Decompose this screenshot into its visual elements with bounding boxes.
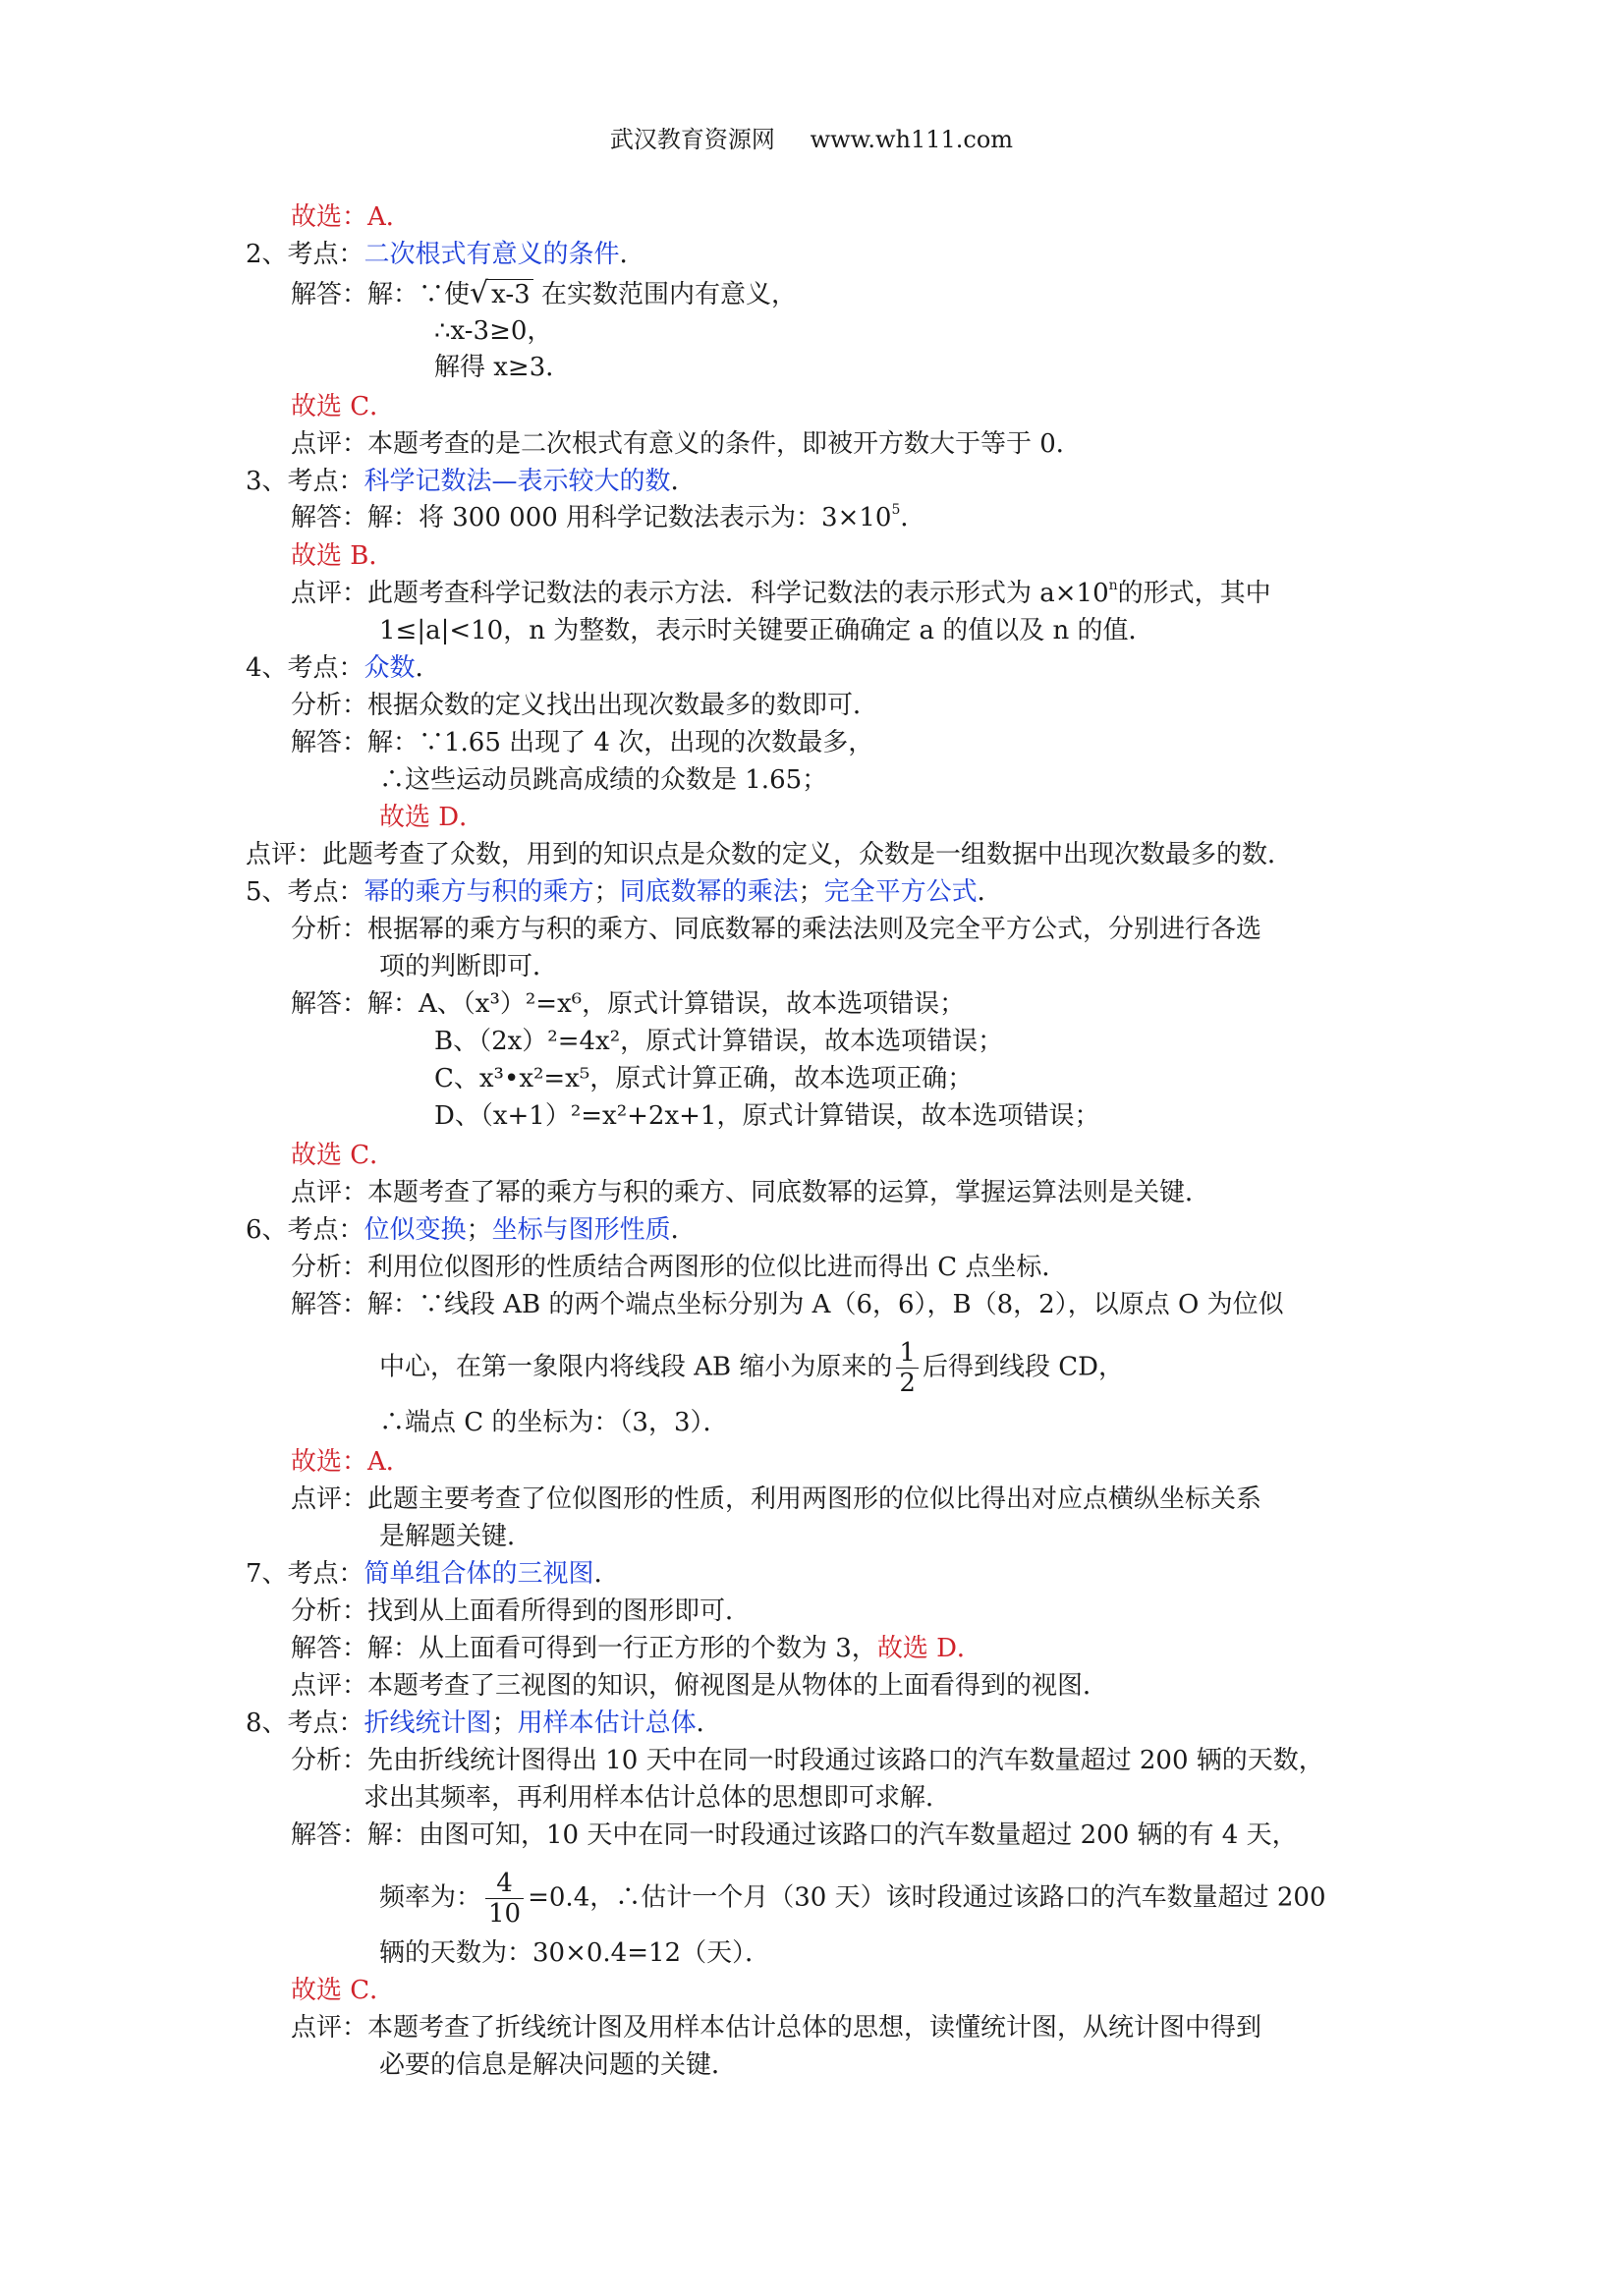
q5-answer: 故选 C．: [291, 1141, 396, 1170]
q6-label: 6、考点：: [246, 1215, 364, 1245]
q6-comment-2: 是解题关键．: [379, 1522, 533, 1551]
fraction-numerator: 4: [485, 1869, 524, 1899]
q7-topic-link[interactable]: 简单组合体的三视图: [364, 1559, 594, 1589]
q5-topic-link-3[interactable]: 完全平方公式: [823, 877, 978, 907]
q3-comment-1: [291, 578, 1271, 609]
q8-topic-link-2[interactable]: 用样本估计总体: [517, 1708, 697, 1738]
q5-analysis-1: 分析：根据幂的乘方与积的乘方、同底数幂的乘法法则及完全平方公式，分别进行各选: [291, 915, 1262, 944]
q8-solution-3: 辆的天数为：30×0.4=12（天）．: [379, 1938, 771, 1968]
q2-comment: 点评：本题考查的是二次根式有意义的条件，即被开方数大于等于 0．: [291, 429, 1082, 459]
exponent: 5: [891, 502, 901, 519]
q2-answer: 故选 C．: [291, 392, 396, 421]
fraction: [896, 1338, 919, 1398]
period: ．: [670, 1215, 697, 1245]
q8-label: 8、考点：: [246, 1708, 364, 1738]
period: ．: [619, 240, 645, 269]
q8-comment-1: 点评：本题考查了折线统计图及用样本估计总体的思想，读懂统计图，从统计图中得到: [291, 2013, 1262, 2043]
separator: ；: [593, 877, 620, 907]
q3-label: 3、考点：: [246, 467, 364, 496]
q7-topic-line: [246, 1558, 620, 1590]
separator: ；: [798, 877, 824, 907]
q2-label: 2、考点：: [246, 240, 364, 269]
q8-answer: 故选 C．: [291, 1976, 396, 2005]
page-header: [0, 120, 1623, 154]
q2-topic-line: [246, 239, 645, 270]
q8-topic-line: [246, 1708, 722, 1739]
q5-topic-link-2[interactable]: 同底数幂的乘法: [619, 877, 799, 907]
q3-comment-text-a: 点评：此题考查科学记数法的表示方法．科学记数法的表示形式为 a×10: [291, 579, 1109, 608]
q6-topic-link-1[interactable]: 位似变换: [364, 1215, 467, 1245]
q5-solution-b: B、（2x）²=4x²，原式计算错误，故本选项错误；: [434, 1027, 1004, 1056]
q3-answer: 故选 B．: [291, 541, 395, 571]
q5-solution-c: C、x³•x²=x⁵，原式计算正确，故本选项正确；: [434, 1064, 974, 1093]
site-name: 武汉教育资源网: [609, 126, 775, 153]
period: ．: [670, 467, 697, 496]
q3-sol-text: 解答：解：将 300 000 用科学记数法表示为：3×10: [291, 503, 892, 532]
separator: ；: [491, 1708, 518, 1738]
q6-analysis: 分析：利用位似图形的性质结合两图形的位似比进而得出 C 点坐标．: [291, 1253, 1068, 1282]
q6-topic-link-2[interactable]: 坐标与图形性质: [491, 1215, 671, 1245]
period: ．: [696, 1708, 722, 1738]
q6-solution-3: ∴端点 C 的坐标为：（3，3）．: [379, 1408, 729, 1437]
exponent: n: [1108, 578, 1118, 594]
q5-comment: 点评：本题考查了幂的乘方与积的乘方、同底数幂的运算，掌握运算法则是关键．: [291, 1178, 1211, 1207]
sqrt-expression: [470, 278, 533, 310]
q5-label: 5、考点：: [246, 877, 364, 907]
fraction: [485, 1869, 524, 1929]
period: ．: [415, 653, 441, 683]
q5-analysis-2: 项的判断即可．: [379, 952, 559, 981]
q8-analysis-1: 分析：先由折线统计图得出 10 天中在同一时段通过该路口的汽车数量超过 200 辆的天数，: [291, 1746, 1324, 1775]
q8-comment-2: 必要的信息是解决问题的关键．: [379, 2050, 738, 2080]
q6-solution-1: 解答：解：∵线段 AB 的两个端点坐标分别为 A（6，6），B（8，2），以原点 O 为位似: [291, 1290, 1284, 1319]
q4-analysis: 分析：根据众数的定义找出出现次数最多的数即可．: [291, 691, 879, 720]
q7-answer: 故选 D．: [876, 1634, 982, 1663]
q3-topic-line: [246, 466, 697, 497]
period: ．: [593, 1559, 620, 1589]
q2-solution-3: 解得 x≥3．: [434, 353, 572, 382]
q7-analysis: 分析：找到从上面看所得到的图形即可．: [291, 1596, 752, 1626]
q3-comment-2: 1≤|a|<10，n 为整数，表示时关键要正确确定 a 的值以及 n 的值．: [379, 616, 1154, 645]
q5-topic-line: [246, 876, 1003, 908]
q7-sol-text: 解答：解：从上面看可得到一行正方形的个数为 3，: [291, 1634, 877, 1663]
sqrt-icon: √: [470, 276, 489, 310]
q5-solution-d: D、（x+1）²=x²+2x+1，原式计算错误，故本选项错误；: [434, 1101, 1100, 1131]
q6-solution-2: [379, 1338, 1124, 1398]
q5-topic-link-1[interactable]: 幂的乘方与积的乘方: [364, 877, 594, 907]
q3-topic-link[interactable]: 科学记数法—表示较大的数: [364, 467, 671, 496]
q4-topic-link[interactable]: 众数: [364, 653, 416, 683]
q7-label: 7、考点：: [246, 1559, 364, 1589]
radicand: x-3: [488, 279, 533, 309]
fraction-denominator: 10: [488, 1899, 522, 1929]
q4-label: 4、考点：: [246, 653, 364, 683]
q4-topic-line: [246, 652, 441, 684]
q4-solution-1: 解答：解：∵1.65 出现了 4 次，出现的次数最多，: [291, 728, 874, 757]
period: ．: [900, 503, 926, 532]
fraction-denominator: 2: [899, 1369, 916, 1398]
q6-sol-text-a: 中心，在第一象限内将线段 AB 缩小为原来的: [379, 1352, 893, 1382]
q1-answer: 故选：A．: [291, 202, 412, 232]
q3-solution: [291, 502, 925, 533]
q8-topic-link-1[interactable]: 折线统计图: [364, 1708, 492, 1738]
q4-comment: 点评：此题考查了众数，用到的知识点是众数的定义，众数是一组数据中出现次数最多的数．: [246, 840, 1294, 869]
q7-comment: 点评：本题考查了三视图的知识，俯视图是从物体的上面看得到的视图．: [291, 1671, 1109, 1701]
q4-solution-2: ∴这些运动员跳高成绩的众数是 1.65；: [379, 765, 828, 795]
q8-sol-text-a: 频率为：: [379, 1882, 482, 1913]
q6-comment-1: 点评：此题主要考查了位似图形的性质，利用两图形的位似比得出对应点横纵坐标关系: [291, 1484, 1262, 1514]
q2-solution-2: ∴x-3≥0，: [434, 316, 553, 346]
q2-solution-1: [291, 278, 797, 310]
q6-answer: 故选：A．: [291, 1447, 412, 1477]
q2-sol-text-b: 在实数范围内有意义，: [532, 280, 797, 309]
q3-comment-text-b: 的形式，其中: [1117, 579, 1271, 608]
q8-solution-2: [379, 1869, 1325, 1929]
q6-sol-text-b: 后得到线段 CD，: [922, 1352, 1124, 1382]
period: ．: [977, 877, 1003, 907]
q2-topic-link[interactable]: 二次根式有意义的条件: [364, 240, 620, 269]
q7-solution: [291, 1633, 982, 1664]
q4-answer: 故选 D．: [379, 803, 485, 832]
q2-sol-text-a: 解答：解：∵使: [291, 280, 471, 309]
q8-analysis-2: 求出其频率，再利用样本估计总体的思想即可求解．: [364, 1783, 952, 1813]
site-url: www.wh111.com: [810, 126, 1014, 153]
fraction-numerator: 1: [896, 1338, 919, 1369]
q5-solution-a: 解答：解：A、（x³）²=x⁶，原式计算错误，故本选项错误；: [291, 989, 966, 1019]
separator: ；: [466, 1215, 492, 1245]
q8-sol-text-b: =0.4，∴估计一个月（30 天）该时段通过该路口的汽车数量超过 200: [528, 1882, 1326, 1913]
q6-topic-line: [246, 1214, 697, 1246]
q8-solution-1: 解答：解：由图可知，10 天中在同一时段通过该路口的汽车数量超过 200 辆的有 4 天，: [291, 1820, 1298, 1850]
